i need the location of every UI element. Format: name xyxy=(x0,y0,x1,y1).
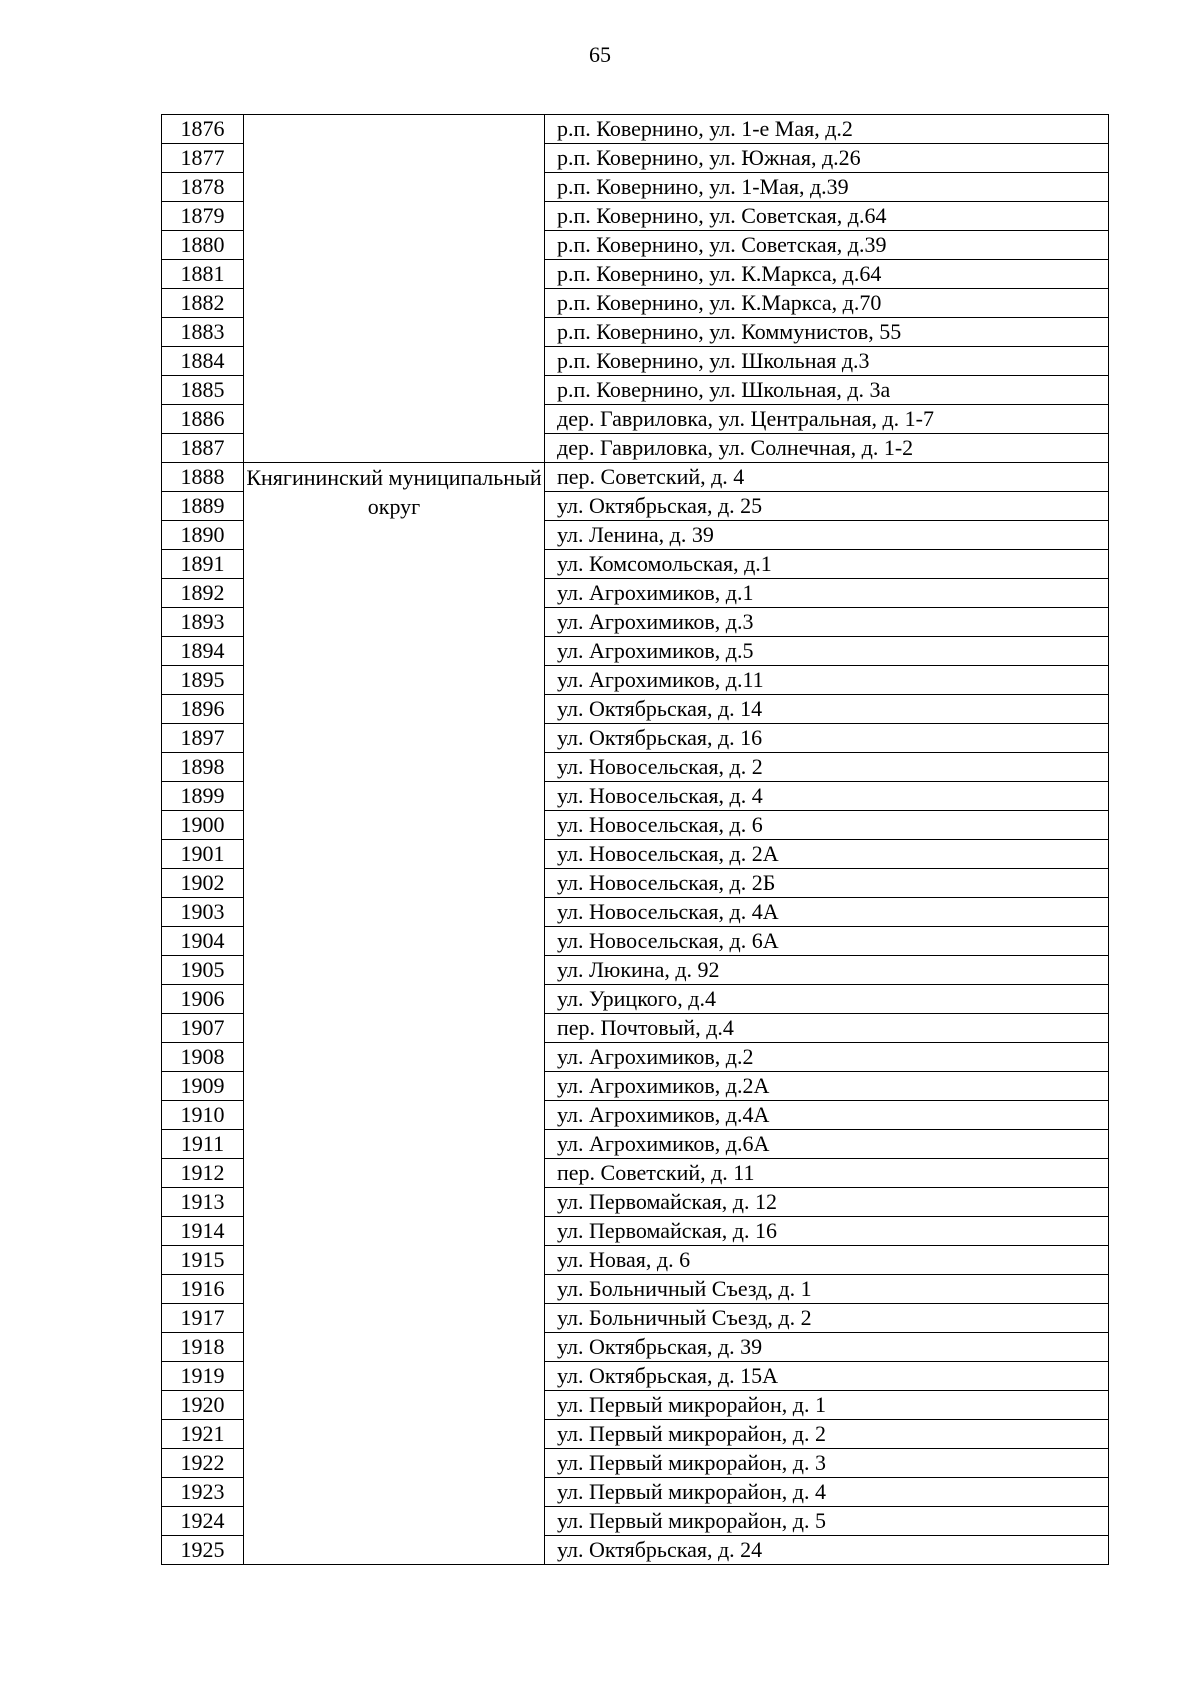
page-number: 65 xyxy=(589,42,611,67)
row-number-cell: 1924 xyxy=(162,1507,244,1536)
row-number-cell: 1881 xyxy=(162,260,244,289)
address-cell: ул. Больничный Съезд, д. 2 xyxy=(545,1304,1109,1333)
row-number-cell: 1908 xyxy=(162,1043,244,1072)
address-cell: ул. Агрохимиков, д.2 xyxy=(545,1043,1109,1072)
row-number-cell: 1909 xyxy=(162,1072,244,1101)
address-cell: ул. Новая, д. 6 xyxy=(545,1246,1109,1275)
address-cell: ул. Октябрьская, д. 25 xyxy=(545,492,1109,521)
row-number-cell: 1901 xyxy=(162,840,244,869)
address-cell: ул. Новосельская, д. 4 xyxy=(545,782,1109,811)
row-number-cell: 1896 xyxy=(162,695,244,724)
address-cell: ул. Новосельская, д. 2А xyxy=(545,840,1109,869)
row-number-cell: 1925 xyxy=(162,1536,244,1565)
address-cell: ул. Первомайская, д. 16 xyxy=(545,1217,1109,1246)
row-number-cell: 1923 xyxy=(162,1478,244,1507)
row-number-cell: 1907 xyxy=(162,1014,244,1043)
address-cell: пер. Почтовый, д.4 xyxy=(545,1014,1109,1043)
address-cell: р.п. Ковернино, ул. Школьная д.3 xyxy=(545,347,1109,376)
district-name: Княгининский муниципальный округ xyxy=(246,465,542,519)
row-number-cell: 1887 xyxy=(162,434,244,463)
row-number-cell: 1886 xyxy=(162,405,244,434)
address-cell: ул. Агрохимиков, д.2А xyxy=(545,1072,1109,1101)
row-number-cell: 1900 xyxy=(162,811,244,840)
district-cell xyxy=(244,463,545,1565)
row-number-cell: 1902 xyxy=(162,869,244,898)
address-cell: ул. Агрохимиков, д.4А xyxy=(545,1101,1109,1130)
row-number-cell: 1906 xyxy=(162,985,244,1014)
row-number-cell: 1884 xyxy=(162,347,244,376)
address-cell: р.п. Ковернино, ул. К.Маркса, д.64 xyxy=(545,260,1109,289)
row-number-cell: 1904 xyxy=(162,927,244,956)
row-number-cell: 1882 xyxy=(162,289,244,318)
address-cell: дер. Гавриловка, ул. Центральная, д. 1-7 xyxy=(545,405,1109,434)
address-cell: ул. Новосельская, д. 6А xyxy=(545,927,1109,956)
address-cell: р.п. Ковернино, ул. Южная, д.26 xyxy=(545,144,1109,173)
district-cell xyxy=(244,115,545,463)
row-number-cell: 1891 xyxy=(162,550,244,579)
address-cell: р.п. Ковернино, ул. Советская, д.39 xyxy=(545,231,1109,260)
address-cell: ул. Люкина, д. 92 xyxy=(545,956,1109,985)
address-cell: пер. Советский, д. 4 xyxy=(545,463,1109,492)
table-row xyxy=(162,115,1109,144)
address-cell: ул. Октябрьская, д. 15А xyxy=(545,1362,1109,1391)
row-number-cell: 1897 xyxy=(162,724,244,753)
row-number-cell: 1912 xyxy=(162,1159,244,1188)
address-cell: ул. Первый микрорайон, д. 2 xyxy=(545,1420,1109,1449)
row-number-cell: 1919 xyxy=(162,1362,244,1391)
row-number-cell: 1889 xyxy=(162,492,244,521)
address-cell: дер. Гавриловка, ул. Солнечная, д. 1-2 xyxy=(545,434,1109,463)
row-number-cell: 1918 xyxy=(162,1333,244,1362)
address-cell: ул. Больничный Съезд, д. 1 xyxy=(545,1275,1109,1304)
row-number-cell: 1892 xyxy=(162,579,244,608)
address-cell: ул. Октябрьская, д. 16 xyxy=(545,724,1109,753)
row-number-cell: 1910 xyxy=(162,1101,244,1130)
address-cell: ул. Октябрьская, д. 14 xyxy=(545,695,1109,724)
address-cell: р.п. Ковернино, ул. 1-е Мая, д.2 xyxy=(545,115,1109,144)
row-number-cell: 1914 xyxy=(162,1217,244,1246)
row-number-cell: 1890 xyxy=(162,521,244,550)
address-cell: ул. Первый микрорайон, д. 3 xyxy=(545,1449,1109,1478)
row-number-cell: 1922 xyxy=(162,1449,244,1478)
address-cell: р.п. Ковернино, ул. Школьная, д. 3а xyxy=(545,376,1109,405)
row-number-cell: 1903 xyxy=(162,898,244,927)
address-cell: ул. Комсомольская, д.1 xyxy=(545,550,1109,579)
row-number-cell: 1888 xyxy=(162,463,244,492)
address-cell: р.п. Ковернино, ул. Советская, д.64 xyxy=(545,202,1109,231)
address-cell: пер. Советский, д. 11 xyxy=(545,1159,1109,1188)
table-row xyxy=(162,463,1109,492)
address-cell: ул. Первый микрорайон, д. 1 xyxy=(545,1391,1109,1420)
row-number-cell: 1899 xyxy=(162,782,244,811)
row-number-cell: 1880 xyxy=(162,231,244,260)
row-number-cell: 1916 xyxy=(162,1275,244,1304)
address-cell: ул. Ленина, д. 39 xyxy=(545,521,1109,550)
address-cell: ул. Первый микрорайон, д. 4 xyxy=(545,1478,1109,1507)
address-cell: ул. Новосельская, д. 4А xyxy=(545,898,1109,927)
row-number-cell: 1895 xyxy=(162,666,244,695)
address-cell: р.п. Ковернино, ул. К.Маркса, д.70 xyxy=(545,289,1109,318)
address-cell: р.п. Ковернино, ул. 1-Мая, д.39 xyxy=(545,173,1109,202)
row-number-cell: 1879 xyxy=(162,202,244,231)
row-number-cell: 1893 xyxy=(162,608,244,637)
row-number-cell: 1885 xyxy=(162,376,244,405)
row-number-cell: 1915 xyxy=(162,1246,244,1275)
address-cell: ул. Октябрьская, д. 24 xyxy=(545,1536,1109,1565)
row-number-cell: 1920 xyxy=(162,1391,244,1420)
row-number-cell: 1883 xyxy=(162,318,244,347)
address-cell: ул. Новосельская, д. 2Б xyxy=(545,869,1109,898)
address-cell: ул. Агрохимиков, д.5 xyxy=(545,637,1109,666)
row-number-cell: 1917 xyxy=(162,1304,244,1333)
address-table xyxy=(161,114,1109,1565)
row-number-cell: 1913 xyxy=(162,1188,244,1217)
address-table-body xyxy=(162,115,1109,1565)
address-cell: ул. Октябрьская, д. 39 xyxy=(545,1333,1109,1362)
address-cell: ул. Агрохимиков, д.1 xyxy=(545,579,1109,608)
address-cell: ул. Агрохимиков, д.3 xyxy=(545,608,1109,637)
address-cell: ул. Урицкого, д.4 xyxy=(545,985,1109,1014)
address-cell: ул. Первомайская, д. 12 xyxy=(545,1188,1109,1217)
address-cell: ул. Новосельская, д. 6 xyxy=(545,811,1109,840)
address-cell: ул. Агрохимиков, д.11 xyxy=(545,666,1109,695)
address-cell: р.п. Ковернино, ул. Коммунистов, 55 xyxy=(545,318,1109,347)
address-cell: ул. Новосельская, д. 2 xyxy=(545,753,1109,782)
address-cell: ул. Агрохимиков, д.6А xyxy=(545,1130,1109,1159)
row-number-cell: 1911 xyxy=(162,1130,244,1159)
address-cell: ул. Первый микрорайон, д. 5 xyxy=(545,1507,1109,1536)
row-number-cell: 1877 xyxy=(162,144,244,173)
row-number-cell: 1876 xyxy=(162,115,244,144)
row-number-cell: 1921 xyxy=(162,1420,244,1449)
row-number-cell: 1898 xyxy=(162,753,244,782)
row-number-cell: 1878 xyxy=(162,173,244,202)
row-number-cell: 1894 xyxy=(162,637,244,666)
row-number-cell: 1905 xyxy=(162,956,244,985)
